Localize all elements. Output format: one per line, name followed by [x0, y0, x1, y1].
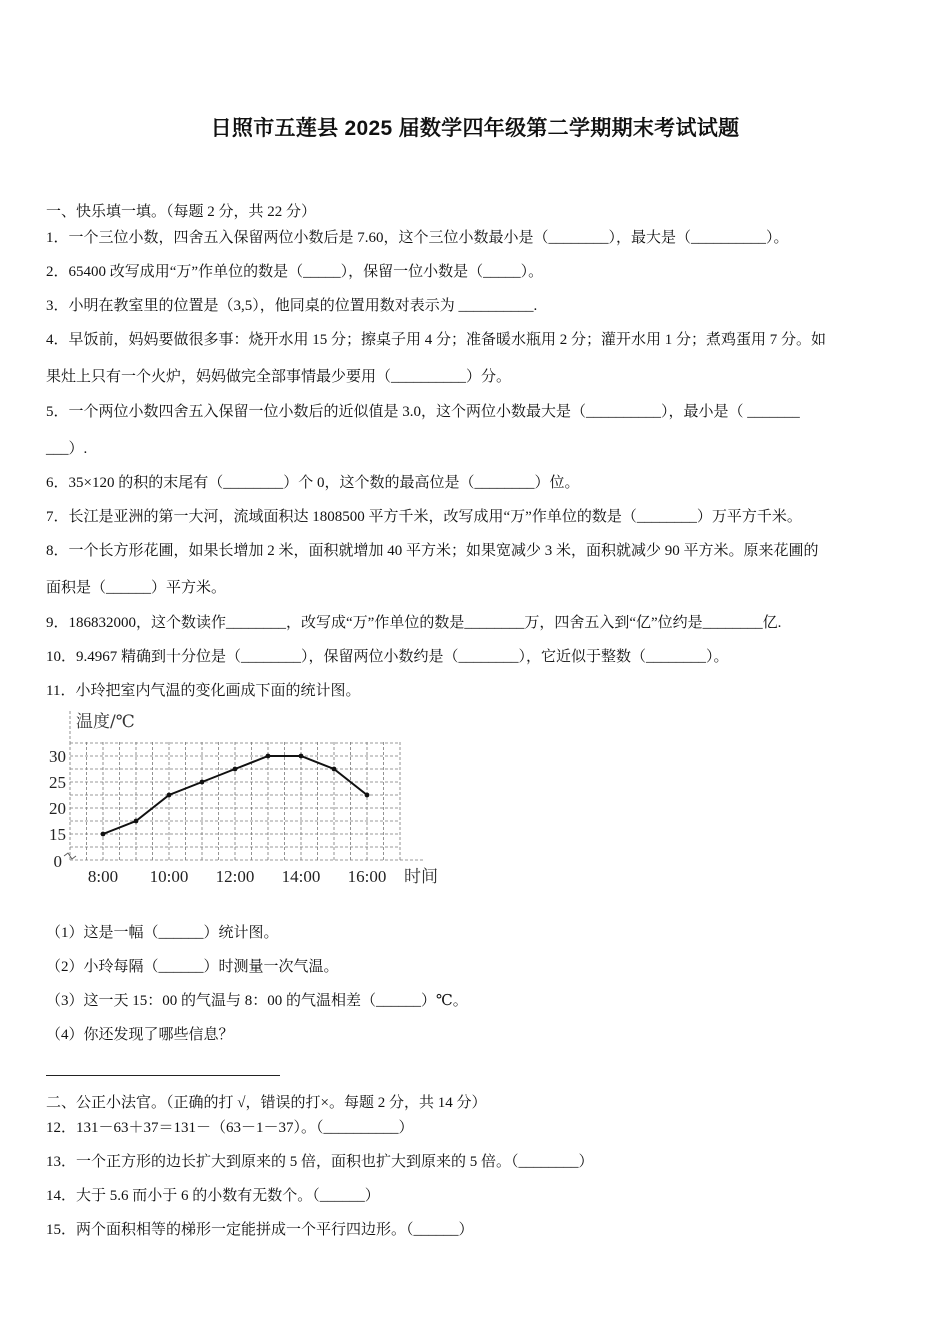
question-3: 3．小明在教室里的位置是（3,5），他同桌的位置用数对表示为 __________. — [46, 298, 538, 314]
question-6: 6．35×120 的积的末尾有（________）个 0，这个数的最高位是（________）位。 — [46, 475, 580, 491]
svg-text:14:00: 14:00 — [281, 867, 321, 886]
svg-text:时间: 时间 — [404, 867, 438, 887]
svg-text:温度/℃: 温度/℃ — [76, 712, 135, 732]
question-4-line-2: 果灶上只有一个火炉，妈妈做完全部事情最少要用（__________）分。 — [46, 369, 512, 385]
question-7: 7．长江是亚洲的第一大河，流域面积达 1808500 平方千米，改写成用“万”作单位的数是（________）万平方千米。 — [46, 509, 802, 525]
subquestion-4: （4）你还发现了哪些信息？ — [46, 1027, 234, 1043]
subquestion-1: （1）这是一幅（______）统计图。 — [46, 925, 279, 941]
svg-text:8:00: 8:00 — [87, 867, 119, 886]
question-2: 2．65400 改写成用“万”作单位的数是（_____），保留一位小数是（_____）。 — [46, 264, 544, 280]
question-14: 14．大于 5.6 而小于 6 的小数有无数个。（______） — [46, 1188, 380, 1204]
svg-text:0: 0 — [53, 852, 62, 871]
question-13: 13．一个正方形的边长扩大到原来的 5 倍，面积也扩大到原来的 5 倍。（________） — [46, 1154, 594, 1170]
question-10: 10．9.4967 精确到十分位是（________），保留两位小数约是（________），它近似于整数（________）。 — [46, 649, 729, 665]
question-5-line-1: 5．一个两位小数四舍五入保留一位小数后的近似值是 3.0，这个两位小数最大是（__________），最小是（ _______ — [46, 404, 800, 420]
subquestion-2: （2）小玲每隔（______）时测量一次气温。 — [46, 959, 339, 975]
question-12: 12．131－63＋37＝131－（63－1－37）。（__________） — [46, 1120, 414, 1136]
question-8-line-2: 面积是（______）平方米。 — [46, 580, 227, 596]
svg-text:12:00: 12:00 — [215, 867, 255, 886]
temperature-line-chart — [44, 707, 454, 892]
section-2-heading: 二、公正小法官。（正确的打 √，错误的打×。每题 2 分，共 14 分） — [46, 1095, 487, 1111]
question-9: 9．186832000，这个数读作________，改写成“万”作单位的数是________万，四舍五入到“亿”位约是________亿. — [46, 615, 782, 631]
page-title: 日照市五莲县 2025 届数学四年级第二学期期末考试试题 — [210, 117, 740, 140]
svg-text:16:00: 16:00 — [347, 867, 387, 886]
svg-text:10:00: 10:00 — [149, 867, 189, 886]
answer-line — [46, 1075, 280, 1076]
svg-text:30: 30 — [49, 747, 66, 766]
svg-text:25: 25 — [49, 773, 66, 792]
section-1-heading: 一、快乐填一填。（每题 2 分，共 22 分） — [46, 204, 317, 220]
subquestion-3: （3）这一天 15：00 的气温与 8：00 的气温相差（______）℃。 — [46, 993, 468, 1009]
question-4-line-1: 4．早饭前，妈妈要做很多事：烧开水用 15 分；擦桌子用 4 分；准备暖水瓶用 2 分；灌开水用 1 分；煮鸡蛋用 7 分。如 — [46, 332, 827, 348]
question-11: 11．小玲把室内气温的变化画成下面的统计图。 — [46, 683, 361, 699]
question-5-line-2: ___）. — [46, 441, 88, 457]
question-8-line-1: 8．一个长方形花圃，如果长增加 2 米，面积就增加 40 平方米；如果宽减少 3 米，面积就减少 90 平方米。原来花圃的 — [46, 543, 819, 559]
svg-text:15: 15 — [49, 825, 66, 844]
svg-text:20: 20 — [49, 799, 66, 818]
question-15: 15．两个面积相等的梯形一定能拼成一个平行四边形。（______） — [46, 1222, 474, 1238]
chart-canvas — [44, 707, 454, 892]
question-1: 1．一个三位小数，四舍五入保留两位小数后是 7.60，这个三位小数最小是（________），最大是（__________）。 — [46, 230, 789, 246]
